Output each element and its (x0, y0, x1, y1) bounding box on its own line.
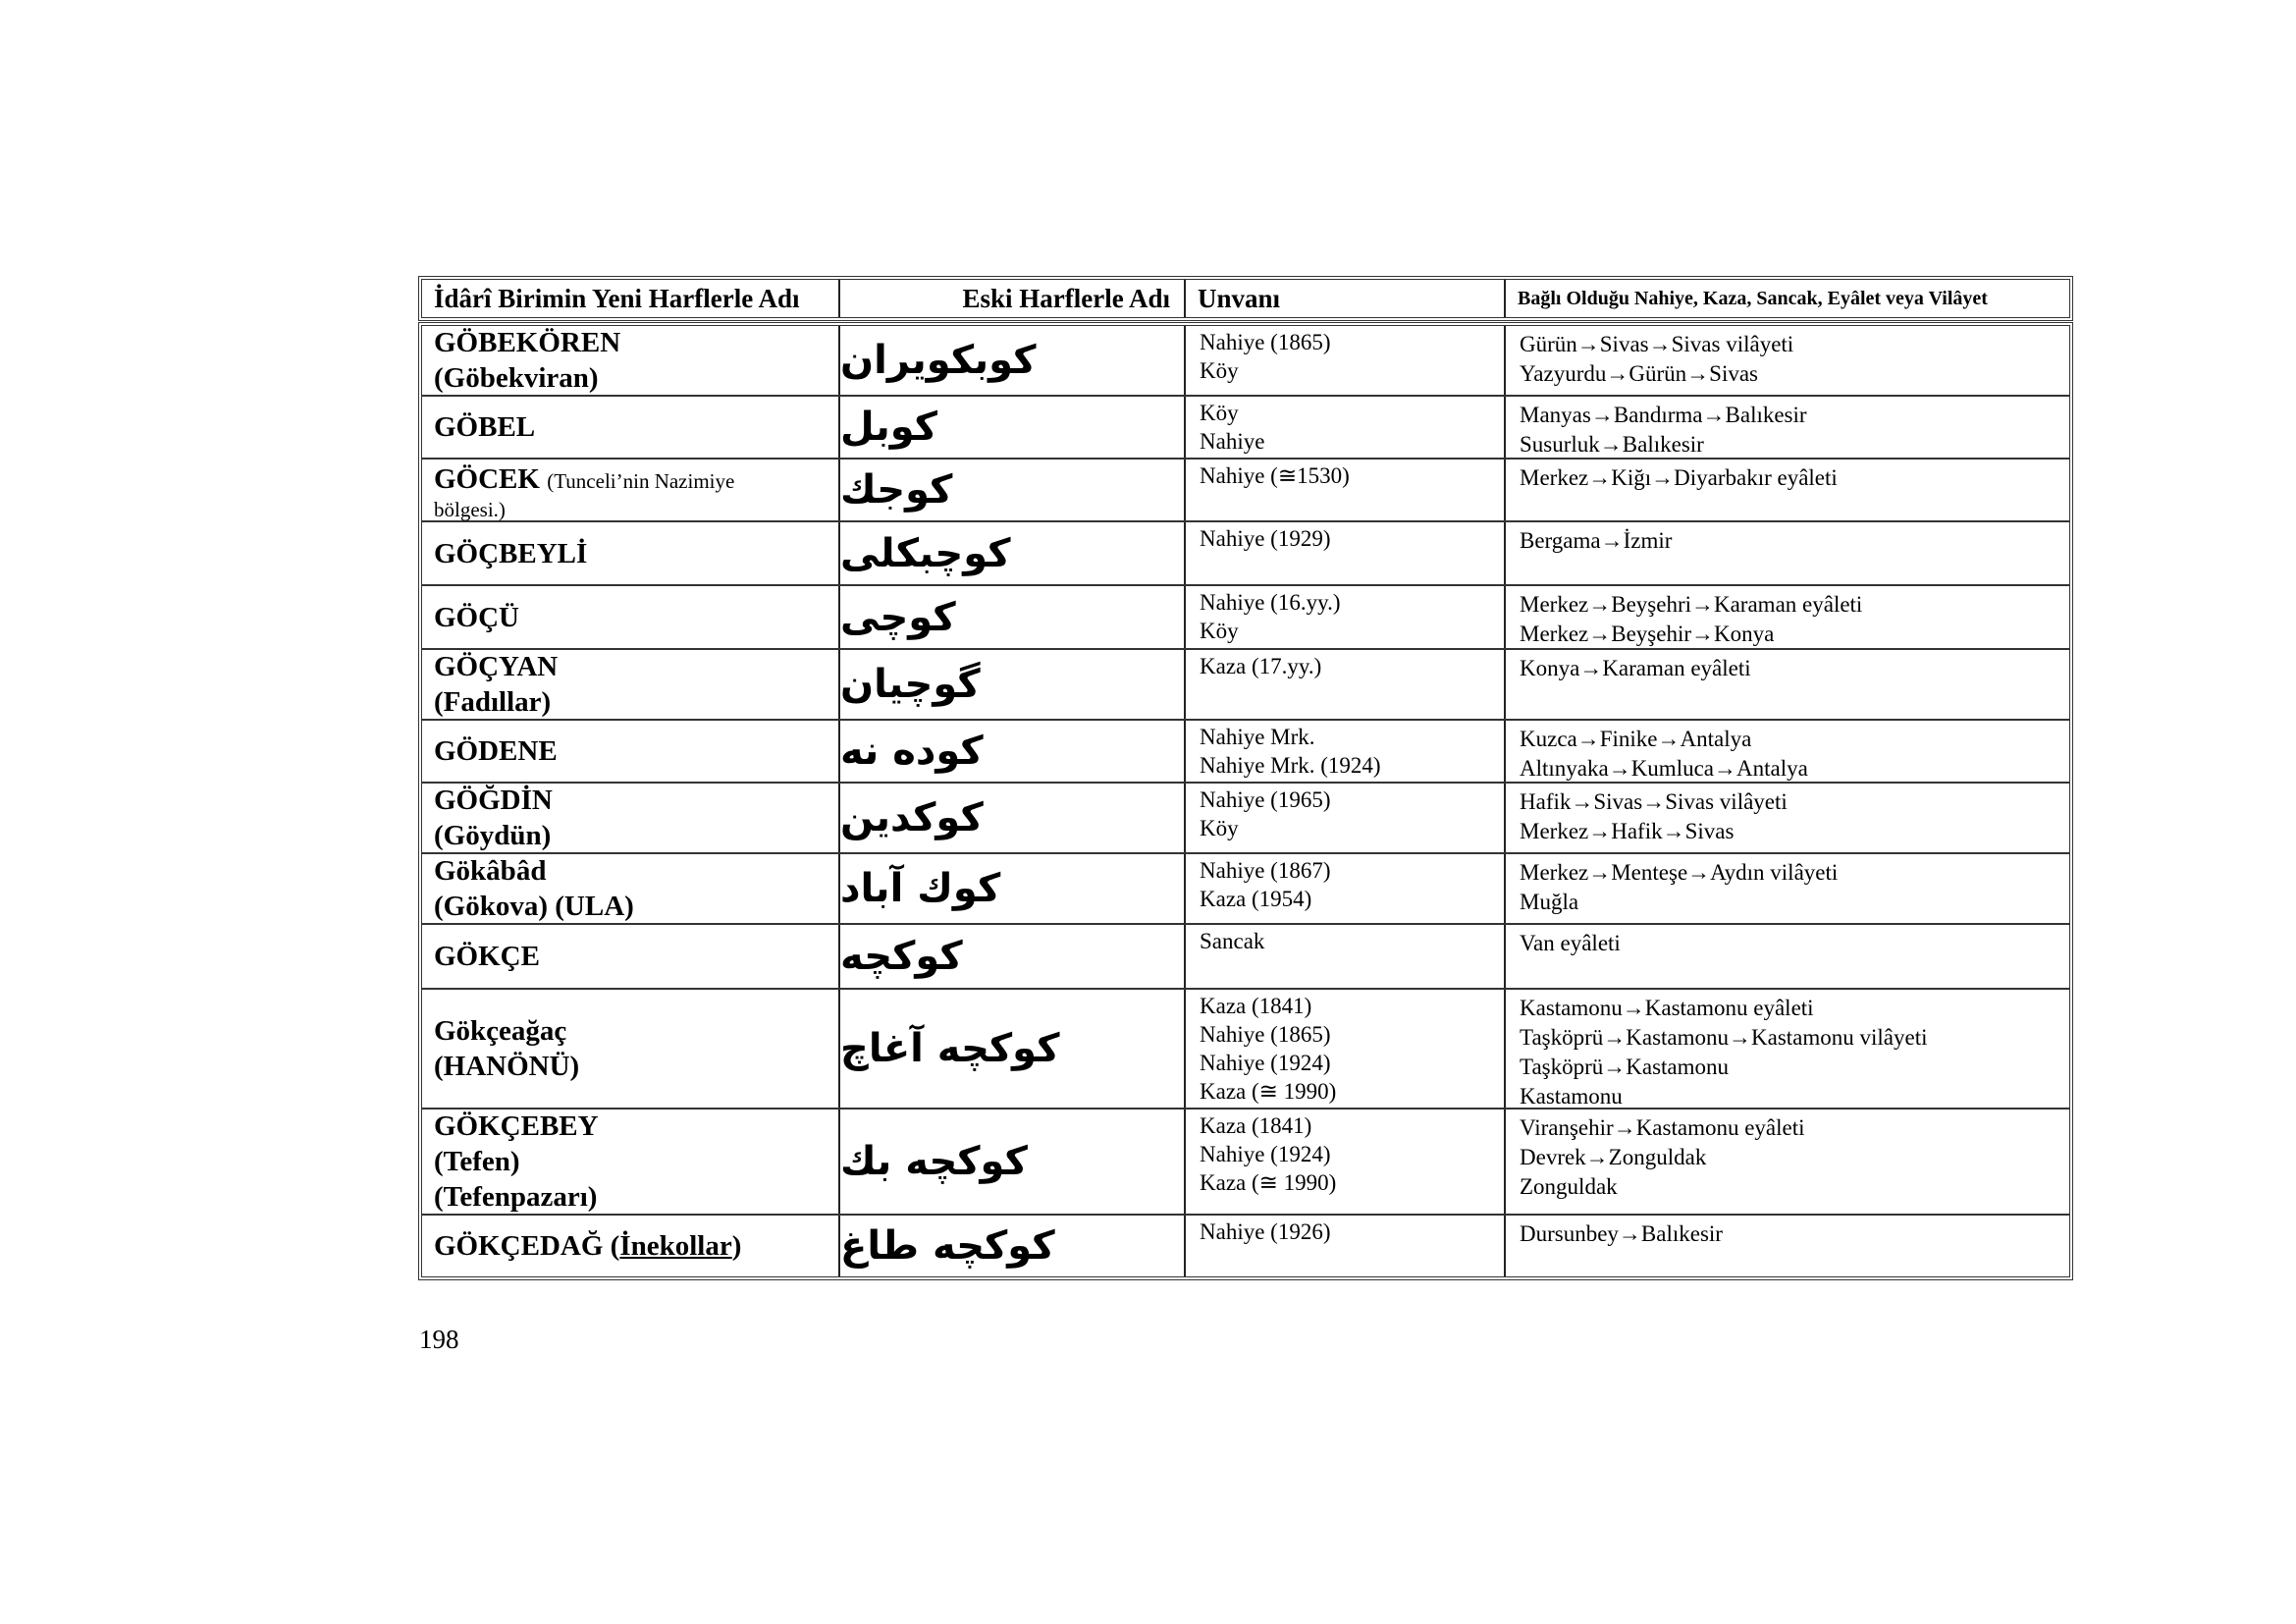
cell-new-name (422, 460, 840, 520)
title-line: Kaza (1841) (1200, 1113, 1312, 1138)
title-line: Nahiye (≅1530) (1200, 463, 1350, 488)
name-line: (Tefen) (434, 1146, 520, 1177)
cell-bound-to (1506, 522, 2073, 584)
cell-bound-to (1506, 1110, 2073, 1214)
name-line: GÖÇBEYLİ (434, 537, 588, 569)
table-header (418, 276, 2073, 321)
cell-old-name: كوكدين (840, 784, 1186, 852)
title-line: Sancak (1200, 929, 1265, 953)
bound-line: Merkez→Hafik→Sivas (1520, 819, 1735, 843)
header-new-name: İdârî Birimin Yeni Harflerle Adı (422, 280, 840, 317)
title-line: Köy (1200, 358, 1239, 383)
name-line: GÖDENE (434, 735, 558, 767)
cell-new-name (422, 586, 840, 648)
bound-line: Altınyaka→Kumluca→Antalya (1520, 756, 1808, 781)
bound-line: Taşköprü→Kastamonu (1520, 1055, 1730, 1079)
table-row (422, 1110, 2069, 1216)
table-row (422, 586, 2069, 650)
title-line: Nahiye (1924) (1200, 1142, 1331, 1166)
cell-bound-to (1506, 397, 2073, 458)
title-line: Nahiye (1924) (1200, 1051, 1331, 1075)
bound-line: Yazyurdu→Gürün→Sivas (1520, 361, 1758, 386)
cell-old-name: كوكچه طاغ (840, 1216, 1186, 1276)
cell-old-name: كوده نه (840, 721, 1186, 782)
table-body (418, 322, 2073, 1280)
bound-line: Devrek→Zonguldak (1520, 1145, 1707, 1169)
cell-title (1186, 925, 1506, 988)
cell-title (1186, 1216, 1506, 1276)
cell-bound-to (1506, 326, 2073, 395)
name-line: GÖBEKÖREN (434, 327, 621, 358)
name-note: bölgesi.) (434, 498, 506, 521)
cell-bound-to (1506, 650, 2073, 719)
name-main: GÖCEK (434, 463, 540, 495)
name-line: Gökçeağaç (434, 1015, 567, 1047)
table-row (422, 522, 2069, 586)
name-line: GÖBEL (434, 411, 536, 443)
title-line: Nahiye (1865) (1200, 1022, 1331, 1047)
table-row (422, 925, 2069, 990)
cell-new-name (422, 522, 840, 584)
bound-line: Merkez→Beyşehri→Karaman eyâleti (1520, 592, 1863, 617)
cell-new-name (422, 1110, 840, 1214)
title-line: Nahiye (1965) (1200, 787, 1331, 812)
bound-line: Gürün→Sivas→Sivas vilâyeti (1520, 332, 1794, 356)
page-number: 198 (419, 1325, 459, 1354)
cell-old-name: گوچيان (840, 650, 1186, 719)
bound-line: Kastamonu→Kastamonu eyâleti (1520, 996, 1814, 1020)
cell-title (1186, 854, 1506, 923)
bound-line: Merkez→Menteşe→Aydın vilâyeti (1520, 860, 1839, 885)
cell-new-name (422, 721, 840, 782)
table-row (422, 460, 2069, 522)
cell-title (1186, 586, 1506, 648)
cell-new-name (422, 326, 840, 395)
cell-old-name: كوك آباد (840, 854, 1186, 923)
name-underlined: İnekollar (619, 1230, 732, 1262)
name-line: (Fadıllar) (434, 686, 552, 718)
table-row (422, 650, 2069, 721)
cell-bound-to (1506, 990, 2073, 1108)
paren: ( (610, 1230, 620, 1262)
cell-old-name: كوچبكلى (840, 522, 1186, 584)
cell-title (1186, 460, 1506, 520)
cell-old-name: كوچى (840, 586, 1186, 648)
title-line: Nahiye Mrk. (1924) (1200, 753, 1381, 778)
title-line: Nahiye (1926) (1200, 1219, 1331, 1244)
header-title: Unvanı (1186, 280, 1506, 317)
cell-old-name: كوكچه آغاچ (840, 990, 1186, 1108)
name-note: (Tunceli’nin Nazimiye (547, 469, 735, 493)
name-line (434, 461, 838, 497)
name-line: GÖKÇEBEY (434, 1110, 599, 1142)
title-line: Kaza (≅ 1990) (1200, 1079, 1337, 1104)
name-line: Gökâbâd (434, 855, 547, 887)
table-row (422, 784, 2069, 854)
bound-line: Merkez→Beyşehir→Konya (1520, 622, 1775, 646)
cell-title (1186, 990, 1506, 1108)
table-row (422, 397, 2069, 460)
cell-new-name (422, 925, 840, 988)
name-line: GÖĞDİN (434, 785, 553, 816)
cell-new-name (422, 650, 840, 719)
cell-title (1186, 721, 1506, 782)
cell-new-name (422, 397, 840, 458)
cell-bound-to (1506, 460, 2073, 520)
cell-bound-to (1506, 784, 2073, 852)
cell-new-name (422, 990, 840, 1108)
bound-line: Dursunbey→Balıkesir (1520, 1221, 1723, 1246)
bound-line: Kuzca→Finike→Antalya (1520, 727, 1752, 751)
cell-bound-to (1506, 586, 2073, 648)
title-line: Köy (1200, 816, 1239, 840)
bound-line: Zonguldak (1520, 1174, 1618, 1199)
cell-bound-to (1506, 1216, 2073, 1276)
title-line: Köy (1200, 401, 1239, 425)
title-line: Kaza (17.yy.) (1200, 654, 1322, 678)
title-line: Nahiye Mrk. (1200, 725, 1315, 749)
cell-bound-to (1506, 925, 2073, 988)
cell-new-name (422, 1216, 840, 1276)
bound-line: Manyas→Bandırma→Balıkesir (1520, 403, 1807, 427)
cell-old-name: كوكچه (840, 925, 1186, 988)
bound-line: Taşköprü→Kastamonu→Kastamonu vilâyeti (1520, 1025, 1928, 1050)
name-line: (Göbekviran) (434, 362, 599, 394)
cell-title (1186, 326, 1506, 395)
title-line: Kaza (1841) (1200, 994, 1312, 1018)
cell-bound-to (1506, 721, 2073, 782)
table-row (422, 721, 2069, 784)
header-old-name: Eski Harflerle Adı (840, 280, 1186, 317)
name-line (434, 1228, 838, 1264)
bound-line: Muğla (1520, 890, 1579, 914)
cell-title (1186, 1110, 1506, 1214)
bound-line: Konya→Karaman eyâleti (1520, 656, 1751, 680)
cell-title (1186, 522, 1506, 584)
name-line: GÖÇÜ (434, 601, 519, 633)
name-line: (Gökova) (ULA) (434, 891, 634, 922)
name-line: GÖÇYAN (434, 651, 559, 682)
title-line: Nahiye (1200, 429, 1265, 454)
name-line: (Tefenpazarı) (434, 1181, 598, 1213)
name-line: GÖKÇE (434, 941, 540, 972)
cell-old-name: كوبكويران (840, 326, 1186, 395)
title-line: Köy (1200, 619, 1239, 643)
cell-old-name: كوبل (840, 397, 1186, 458)
title-line: Kaza (1954) (1200, 887, 1312, 911)
name-main: GÖKÇEDAĞ (434, 1230, 604, 1262)
paren: ) (731, 1230, 742, 1262)
cell-title (1186, 650, 1506, 719)
title-line: Kaza (≅ 1990) (1200, 1170, 1337, 1195)
title-line: Nahiye (1929) (1200, 526, 1331, 551)
title-line: Nahiye (1865) (1200, 330, 1331, 354)
cell-new-name (422, 854, 840, 923)
cell-old-name: كوكچه بك (840, 1110, 1186, 1214)
bound-line: Viranşehir→Kastamonu eyâleti (1520, 1115, 1805, 1140)
table-row (422, 990, 2069, 1110)
cell-title (1186, 784, 1506, 852)
title-line: Nahiye (1867) (1200, 858, 1331, 883)
bound-line: Bergama→İzmir (1520, 528, 1673, 553)
cell-bound-to (1506, 854, 2073, 923)
bound-line: Merkez→Kiğı→Diyarbakır eyâleti (1520, 465, 1838, 490)
name-line: (Göydün) (434, 820, 552, 851)
name-line: (HANÖNÜ) (434, 1051, 580, 1082)
bound-line: Kastamonu (1520, 1084, 1623, 1109)
cell-new-name (422, 784, 840, 852)
header-bound-to: Bağlı Olduğu Nahiye, Kaza, Sancak, Eyâlet veya Vilâyet (1518, 287, 1988, 309)
table-row (422, 1216, 2069, 1276)
cell-old-name: كوجك (840, 460, 1186, 520)
title-line: Nahiye (16.yy.) (1200, 590, 1341, 615)
bound-line: Van eyâleti (1520, 931, 1621, 955)
bound-line: Susurluk→Balıkesir (1520, 432, 1704, 457)
bound-line: Hafik→Sivas→Sivas vilâyeti (1520, 789, 1788, 814)
table-row (422, 326, 2069, 397)
cell-title (1186, 397, 1506, 458)
table-row (422, 854, 2069, 925)
